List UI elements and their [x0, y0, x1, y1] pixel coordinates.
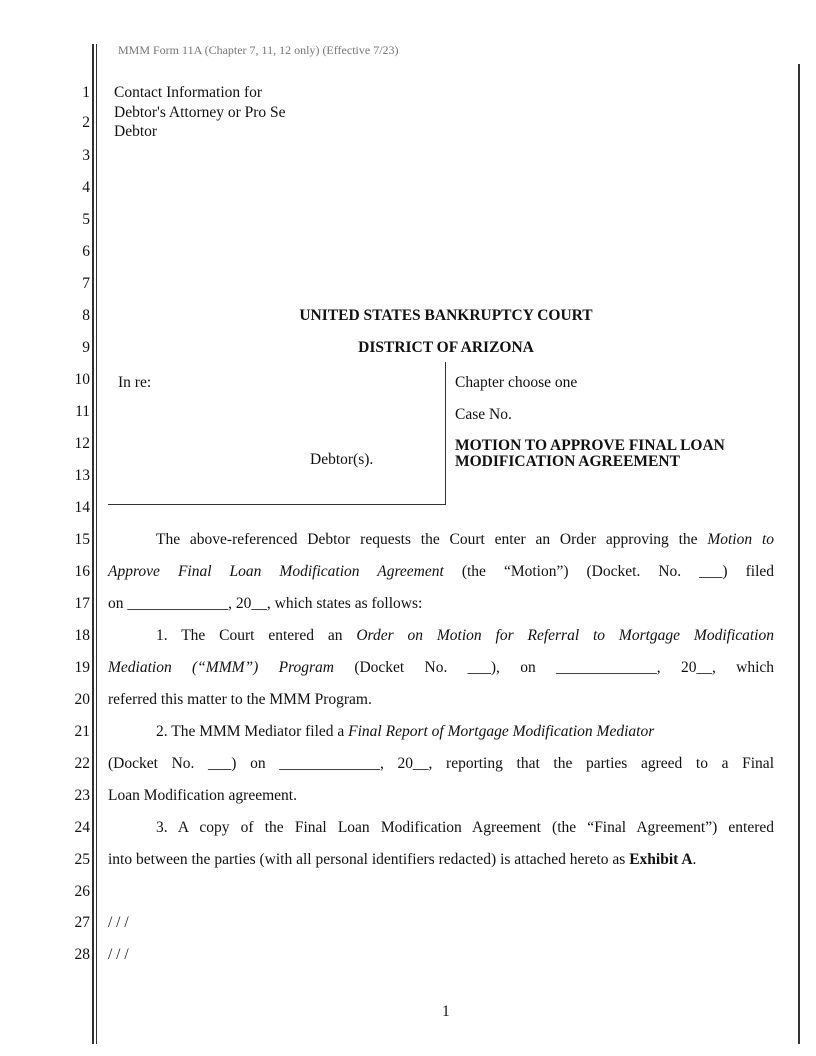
line-number: 15 [74, 531, 90, 548]
court-district: DISTRICT OF ARIZONA [358, 339, 534, 356]
line-number: 6 [82, 243, 90, 260]
caption-bottom-rule [108, 504, 446, 505]
line-number: 1 [82, 84, 90, 101]
line-number: 22 [74, 755, 90, 772]
debtor-label: Debtor(s). [310, 451, 374, 468]
line-number: 25 [74, 851, 90, 868]
paragraph-3-line-1: 3. A copy of the Final Loan Modification Agreement (the “Final Agreement”) entered [156, 819, 774, 836]
line-number: 12 [74, 435, 90, 452]
continuation-slashes-2: / / / [108, 946, 129, 963]
paragraph-1-line-1: 1. The Court entered an Order on Motion for Referral to Mortgage Modification [156, 627, 774, 644]
left-margin-rule-inner [96, 44, 97, 1044]
line-number: 21 [74, 723, 90, 740]
caption-vertical-rule [445, 362, 446, 504]
chapter-field[interactable]: Chapter choose one [455, 374, 578, 391]
case-number-field[interactable]: Case No. [455, 406, 512, 423]
continuation-slashes-1: / / / [108, 914, 129, 931]
line-number: 4 [82, 179, 90, 196]
paragraph-2-line-3: Loan Modification agreement. [108, 787, 297, 804]
line-number: 14 [74, 499, 90, 516]
in-re-label: In re: [118, 374, 152, 391]
line-number: 18 [74, 627, 90, 644]
paragraph-1-line-3: referred this matter to the MMM Program. [108, 691, 372, 708]
form-header: MMM Form 11A (Chapter 7, 11, 12 only) (Effective 7/23) [118, 43, 399, 57]
paragraph-3-line-2: into between the parties (with all personal identifiers redacted) is attached hereto as Exhibit A. [108, 851, 697, 868]
motion-title-line-2: MODIFICATION AGREEMENT [455, 453, 680, 470]
contact-line-1: Contact Information for [114, 84, 263, 101]
line-number: 27 [74, 914, 90, 931]
line-number: 26 [74, 883, 90, 900]
line-number: 16 [74, 563, 90, 580]
line-number: 8 [82, 307, 90, 324]
paragraph-2-line-2: (Docket No. ___) on _____________, 20__, reporting that the parties agreed to a Final [108, 755, 774, 772]
paragraph-2-line-1: 2. The MMM Mediator filed a Final Report of Mortgage Modification Mediator [156, 723, 655, 740]
right-margin-rule [798, 64, 800, 1044]
court-name: UNITED STATES BANKRUPTCY COURT [299, 307, 593, 324]
paragraph-intro-line-1: The above-referenced Debtor requests the Court enter an Order approving the Motion to [156, 531, 774, 548]
left-margin-rule-outer [92, 44, 94, 1044]
line-number: 11 [75, 403, 90, 420]
paragraph-intro-line-2: Approve Final Loan Modification Agreement (the “Motion”) (Docket. No. ___) filed [108, 563, 774, 580]
line-number: 13 [74, 467, 90, 484]
paragraph-intro-line-3: on _____________, 20__, which states as follows: [108, 595, 423, 612]
line-number: 2 [82, 114, 90, 131]
line-number: 7 [82, 275, 90, 292]
line-number: 3 [82, 147, 90, 164]
contact-line-3: Debtor [114, 123, 158, 140]
line-number: 17 [74, 595, 90, 612]
motion-title-line-1: MOTION TO APPROVE FINAL LOAN [455, 437, 725, 454]
line-number: 24 [74, 819, 90, 836]
line-number: 28 [74, 946, 90, 963]
line-number: 20 [74, 691, 90, 708]
line-number: 19 [74, 659, 90, 676]
line-number: 23 [74, 787, 90, 804]
page-number: 1 [442, 1003, 450, 1020]
contact-line-2: Debtor's Attorney or Pro Se [114, 104, 286, 121]
line-number: 5 [82, 211, 90, 228]
line-number: 9 [82, 339, 90, 356]
paragraph-1-line-2: Mediation (“MMM”) Program (Docket No. ___), on _____________, 20__, which [108, 659, 774, 676]
line-number: 10 [74, 371, 90, 388]
